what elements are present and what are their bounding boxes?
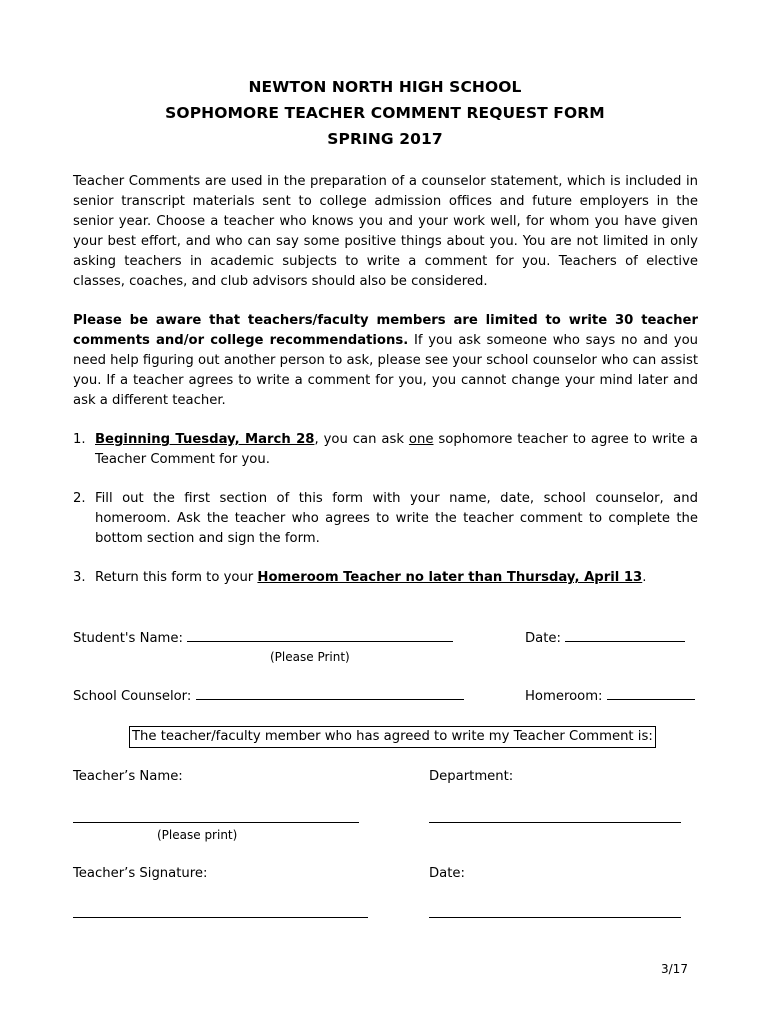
student-name-field[interactable]	[73, 630, 453, 646]
please-print-hint: (Please Print)	[270, 650, 350, 664]
step-text: sophomore teacher to agree to write a Teacher Comment for you.	[95, 432, 698, 467]
start-date: Beginning Tuesday, March 28	[95, 432, 315, 447]
return-deadline: Homeroom Teacher no later than Thursday, April 13	[257, 570, 643, 585]
date-blank[interactable]	[565, 630, 685, 642]
date-label: Date:	[525, 631, 561, 646]
teacher-name-label: Teacher’s Name:	[73, 769, 183, 784]
signature-blank[interactable]	[73, 917, 368, 918]
date-field[interactable]	[525, 630, 685, 646]
counselor-label: School Counselor:	[73, 689, 192, 704]
counselor-field[interactable]	[73, 688, 464, 704]
step-number: 1.	[73, 432, 86, 447]
student-name-label: Student's Name:	[73, 631, 183, 646]
step-number: 2.	[73, 491, 86, 506]
student-name-blank[interactable]	[187, 630, 453, 642]
step-text: Return this form to your	[95, 570, 258, 585]
step-1	[73, 430, 698, 470]
teacher-date-label: Date:	[429, 866, 465, 881]
teacher-name-blank[interactable]	[73, 822, 359, 823]
school-name: NEWTON NORTH HIGH SCHOOL	[248, 78, 522, 96]
step-number: 3.	[73, 570, 86, 585]
notice-bold: Please be aware that teachers/faculty members are limited to write 30 teacher comments and/or college recommendations.	[73, 313, 698, 348]
homeroom-blank[interactable]	[607, 688, 695, 700]
step-2	[73, 489, 698, 549]
form-title: SOPHOMORE TEACHER COMMENT REQUEST FORM	[165, 104, 605, 122]
homeroom-field[interactable]	[525, 688, 695, 704]
homeroom-label: Homeroom:	[525, 689, 603, 704]
teacher-section-heading: The teacher/faculty member who has agreed to write my Teacher Comment is:	[129, 726, 656, 748]
teacher-date-blank[interactable]	[429, 917, 681, 918]
step-text: Fill out the first section of this form with your name, date, school counselor, and homeroom. Ask the teacher who agrees to write the teacher comment to complete the bottom section and sign the form.	[95, 491, 698, 546]
intro-paragraph: Teacher Comments are used in the preparation of a counselor statement, which is included in senior transcript materials sent to college admission offices and future employers in the senior year. Choose a teacher who knows you and your work well, for whom you have given your best effort, and who can say some positive things about you. You are not limited in only asking teachers in academic subjects to write a comment for you. Teachers of elective classes, coaches, and club advisors should also be considered.	[73, 174, 698, 289]
department-label: Department:	[429, 769, 514, 784]
step-text: .	[642, 570, 647, 585]
step-3	[73, 568, 698, 588]
page-number: 3/17	[661, 962, 688, 976]
signature-label: Teacher’s Signature:	[73, 866, 208, 881]
emphasis-one: one	[408, 432, 434, 447]
department-blank[interactable]	[429, 822, 681, 823]
notice-paragraph	[73, 311, 698, 411]
notice-text: If you ask someone who says no and you need help figuring out another person to ask, please see your school counselor who can assist you. If a teacher agrees to write a comment for you, you cannot change your mind later and ask a different teacher.	[73, 332, 698, 408]
counselor-blank[interactable]	[196, 688, 464, 700]
step-text: , you can ask	[314, 432, 409, 447]
please-print-hint-2: (Please print)	[157, 828, 238, 842]
term-title: SPRING 2017	[327, 130, 443, 148]
